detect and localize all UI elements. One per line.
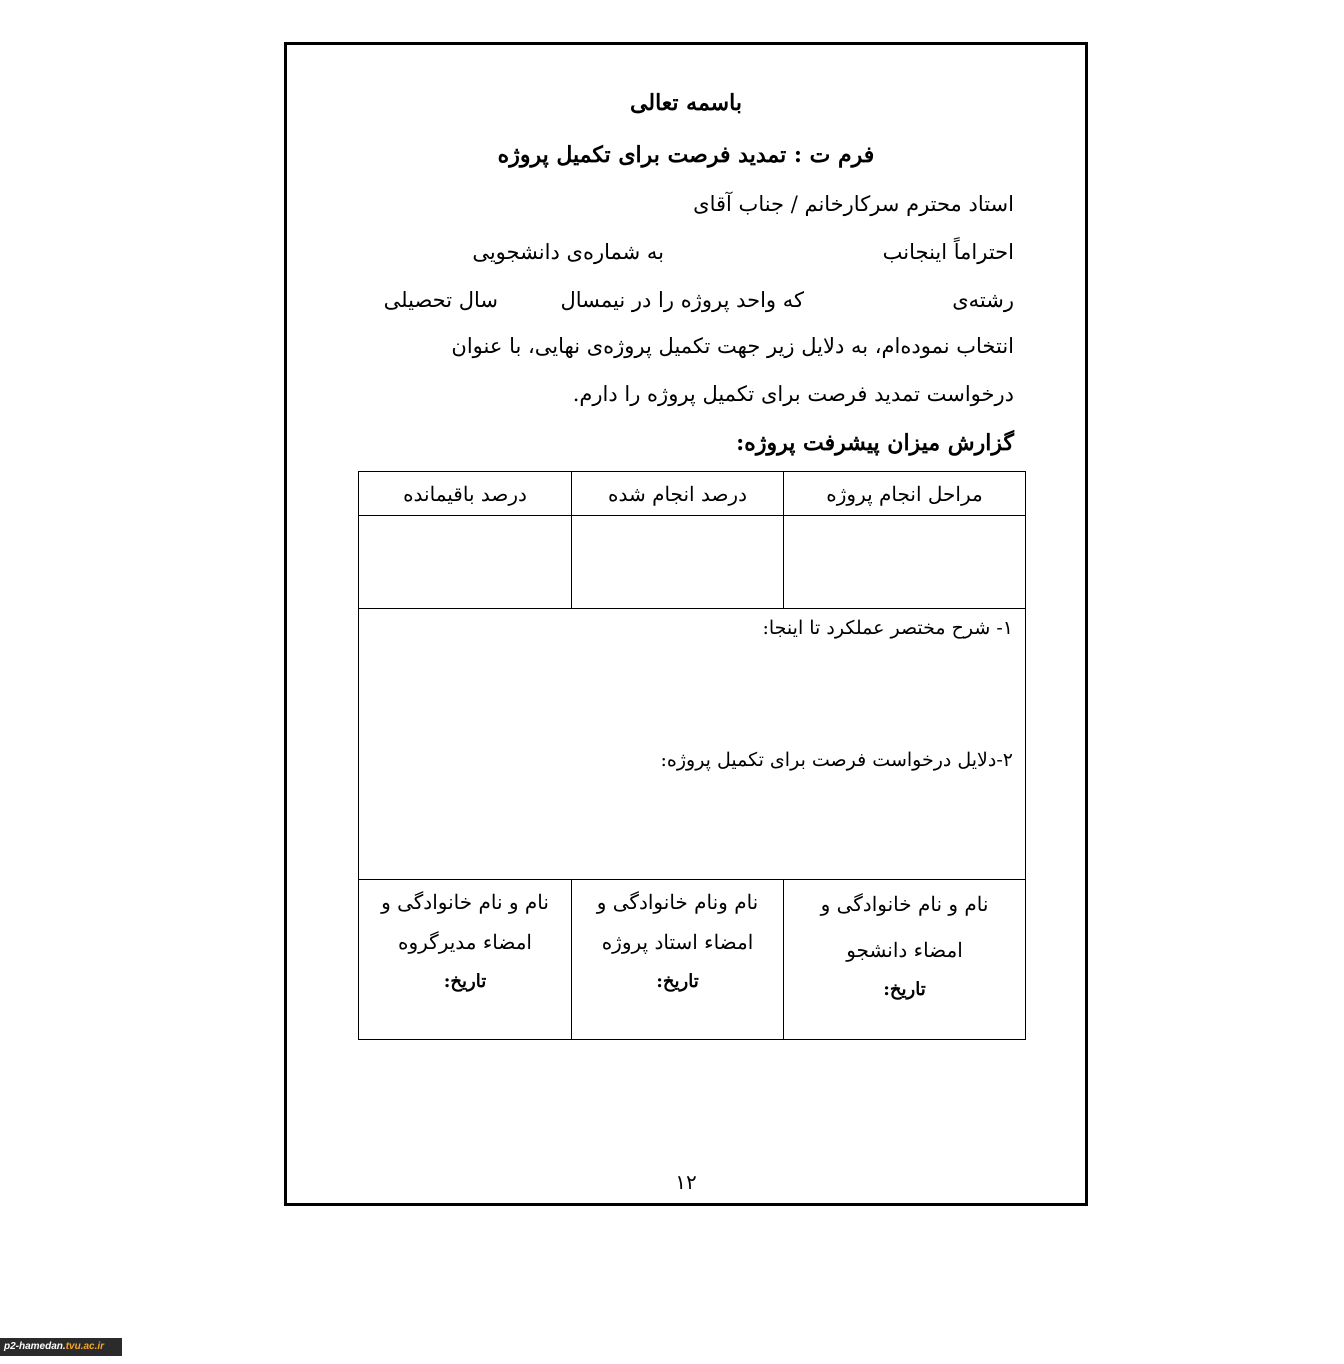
progress-table xyxy=(358,471,1026,1040)
student-number-label: به شماره‌ی دانشجویی xyxy=(472,240,664,264)
table-divider xyxy=(359,1039,1025,1040)
extension-reasons-label: ۲-دلایل درخواست فرصت برای تکمیل پروژه: xyxy=(660,749,1013,771)
table-divider xyxy=(359,515,1025,516)
head-signature-block xyxy=(359,882,571,1002)
column-header-done: درصد انجام شده xyxy=(607,482,747,506)
form-title: فرم ت : تمدید فرصت برای تکمیل پروژه xyxy=(497,142,875,168)
head-date-label: تاریخ: xyxy=(443,971,487,992)
column-header-remaining: درصد باقیمانده xyxy=(403,482,527,506)
salutation-line: استاد محترم سرکارخانم / جناب آقای xyxy=(693,192,1014,216)
column-header-stages: مراحل انجام پروژه xyxy=(826,482,983,506)
invocation-heading: باسمه تعالی xyxy=(630,90,742,116)
advisor-signature-line1: نام ونام خانوادگی و xyxy=(596,890,759,914)
student-signature-line1: نام و نام خانوادگی و xyxy=(820,892,989,916)
student-signature-line2: امضاء دانشجو xyxy=(846,938,963,962)
request-line: درخواست تمدید فرصت برای تکمیل پروژه را دارم. xyxy=(572,382,1014,406)
head-signature-line2: امضاء مدیرگروه xyxy=(398,930,532,954)
student-date-label: تاریخ: xyxy=(883,979,926,1000)
major-label: رشته‌ی xyxy=(952,288,1014,312)
site-watermark xyxy=(0,1338,122,1356)
semester-label: که واحد پروژه را در نیمسال xyxy=(560,288,804,312)
table-divider xyxy=(359,879,1025,880)
progress-report-title: گزارش میزان پیشرفت پروژه: xyxy=(736,430,1014,456)
head-signature-line1: نام و نام خانوادگی و xyxy=(381,890,549,914)
watermark-prefix: p2-hamedan. xyxy=(4,1341,66,1352)
advisor-date-label: تاریخ: xyxy=(656,971,699,992)
performance-summary-label: ۱- شرح مختصر عملکرد تا اینجا: xyxy=(762,617,1013,639)
student-name-label: احتراماً اینجانب xyxy=(882,240,1014,264)
page-number: ۱۲ xyxy=(675,1170,697,1194)
table-divider xyxy=(359,608,1025,609)
advisor-signature-line2: امضاء استاد پروژه xyxy=(601,930,754,954)
watermark-domain: tvu.ac.ir xyxy=(65,1341,105,1352)
academic-year-label: سال تحصیلی xyxy=(383,288,498,312)
student-signature-block xyxy=(784,884,1025,1010)
project-title-line: انتخاب نموده‌ام، به دلایل زیر جهت تکمیل پروژه‌ی نهایی، با عنوان xyxy=(451,334,1014,358)
advisor-signature-block xyxy=(572,882,783,1002)
